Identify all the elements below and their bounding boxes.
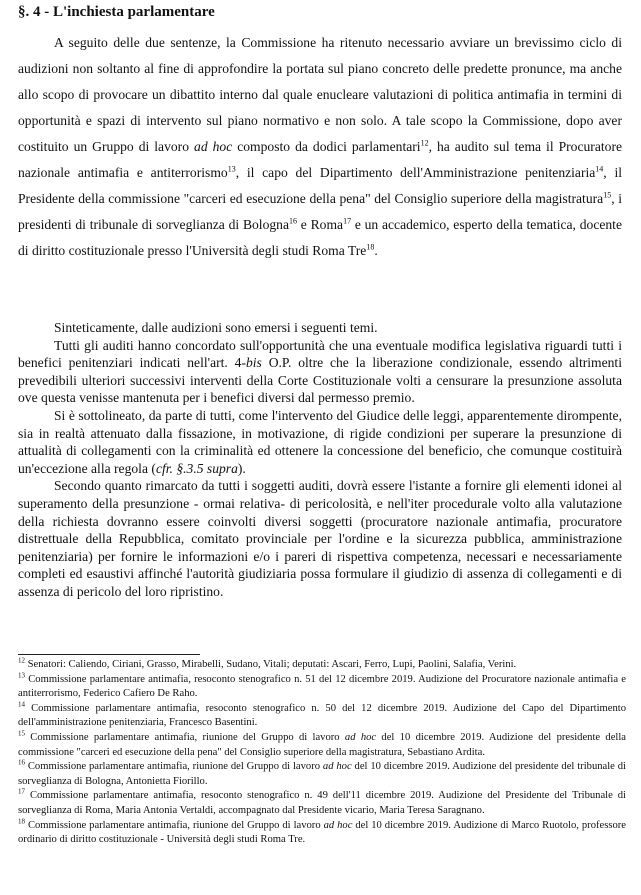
paragraph-benefits: Tutti gli auditi hanno concordato sull'opportunità che una eventuale modifica legislativa riguardi tutti i benefici penitenziari indicati nell'art. 4-bis O.P. oltre che la liberazione condizionale, essendo altrimenti prevedibili ulteriori successivi interventi della Corte Costituzionale volti a censurare la presunzione assoluta ove questa venisse mantenuta per i benefici diversi dal permesso premio. xyxy=(18,337,622,406)
footnote-ref-12[interactable]: 12 xyxy=(420,138,429,148)
footnote-17: $^{17}$ Commissione parlamentare antimafia, resoconto stenografico n. 49 dell'11 dicembre 2019. Audizione del Presidente del Tribunale di sorveglianza di Roma, Maria Antonia Vertaldi, accompagnato dal Presidente vicario, Maria Teresa Saragnano. xyxy=(18,787,626,816)
footnote-ref-18[interactable]: 18 xyxy=(366,242,375,252)
footnote-18: $^{18}$ Commissione parlamentare antimafia, riunione del Gruppo di lavoro ad hoc del 10 dicembre 2019. Audizione di Marco Ruotolo, professore ordinario di diritto costituzionale - Università degli studi Roma Tre. xyxy=(18,817,626,846)
footnote-16: $^{16}$ Commissione parlamentare antimafia, riunione del Gruppo di lavoro ad hoc del 10 dicembre 2019. Audizione del presidente del tribunale di sorveglianza di Bologna, Antonietta Fiorillo. xyxy=(18,758,626,787)
intro-paragraph-block xyxy=(18,30,622,264)
footnotes xyxy=(18,658,626,848)
paragraph-hearings: A seguito delle due sentenze, la Commissione ha ritenuto necessario avviare un brevissimo ciclo di audizioni non soltanto al fine di approfondire la portata sul piano concreto delle predette pronunce, ma anche allo scopo di provocare un dibattito interno dal quale enucleare valutazioni di politica antimafia in termini di opportunità e spazi di intervento sul piano normativo e non solo. A tale scopo la Commissione, dopo aver costituito un Gruppo di lavoro ad hoc composto da dodici parlamentari$^{12}$, ha audito sul tema il Procuratore nazionale antimafia e antiterrorismo$^{13}$, il capo del Dipartimento dell'Amministrazione penitenziaria$^{14}$, il Presidente della commissione "carceri ed esecuzione della pena" del Consiglio superiore della magistratura$^{15}$, i presidenti di tribunale di sorveglianza di Bologna$^{16}$ e Roma$^{17}$ e un accademico, esperto della tematica, docente di diritto costituzionale presso l'Università degli studi Roma Tre$^{18}$. xyxy=(18,35,622,258)
footnote-14: $^{14}$ Commissione parlamentare antimafia, resoconto stenografico n. 50 del 12 dicembre 2019. Audizione del Capo del Dipartimento dell'amministrazione penitenziaria, Francesco Basentini. xyxy=(18,700,626,729)
paragraph-court: Si è sottolineato, da parte di tutti, come l'intervento del Giudice delle leggi, apparentemente dirompente, sia in realtà attenuato dalla fissazione, in motivazione, di rigide condizioni per superare la presunzione di attualità di collegamenti con la criminalità ed ottenere la concessione del beneficio, che comunque costituirà un'eccezione alla regola (cfr. §.3.5 supra). xyxy=(18,407,622,476)
footnote-ref-17[interactable]: 17 xyxy=(343,216,352,226)
footnote-ref-14[interactable]: 14 xyxy=(595,164,604,174)
section-heading: §. 4 - L'inchiesta parlamentare xyxy=(18,4,215,20)
paragraph-summary: Sinteticamente, dalle audizioni sono emersi i seguenti temi. xyxy=(54,320,378,335)
footnote-15: $^{15}$ Commissione parlamentare antimafia, riunione del Gruppo di lavoro ad hoc del 10 dicembre 2019. Audizione del presidente della commissione "carceri ed esecuzione della pena" del Consiglio superiore della magistratura, Sebastiano Ardita. xyxy=(18,729,626,758)
footnote-ref-16[interactable]: 16 xyxy=(289,216,298,226)
italic-cfr: cfr. §.3.5 supra xyxy=(155,460,238,476)
italic-ad-hoc: ad hoc xyxy=(194,139,233,154)
footnote-12: $^{12}$ Senatori: Caliendo, Ciriani, Grasso, Mirabelli, Sudano, Vitali; deputati: Ascari, Ferro, Lupi, Paolini, Salafia, Verini. xyxy=(18,656,517,670)
footnote-ref-13[interactable]: 13 xyxy=(227,164,236,174)
italic-bis: bis xyxy=(245,355,262,371)
body-paragraph-block xyxy=(18,319,622,601)
paragraph-procedure: Secondo quanto rimarcato da tutti i soggetti auditi, dovrà essere l'istante a fornire gli elementi idonei al superamento della presunzione - ormai relativa- di pericolosità, e nell'iter procedurale volto alla valutazione della richiesta dovranno essere coinvolti diversi soggetti (procuratore nazionale antimafia, procuratore distrettuale della Repubblica, comitato provinciale per l'ordine e la sicurezza pubblica, amministrazione penitenziaria) per fornire le informazioni e/o i pareri di rispettiva competenza, necessari e necessariamente completi ed esaustivi affinché l'autorità giudiziaria possa formulare il giudizio di assenza di collegamenti e di assenza di pericolo del loro ripristino. xyxy=(18,478,622,599)
footnote-13: $^{13}$ Commissione parlamentare antimafia, resoconto stenografico n. 51 del 12 dicembre 2019. Audizione del Procuratore nazionale antimafia e antiterrorismo, Federico Cafiero De Raho. xyxy=(18,671,626,700)
footnote-ref-15[interactable]: 15 xyxy=(603,190,612,200)
footnote-separator xyxy=(18,654,200,655)
